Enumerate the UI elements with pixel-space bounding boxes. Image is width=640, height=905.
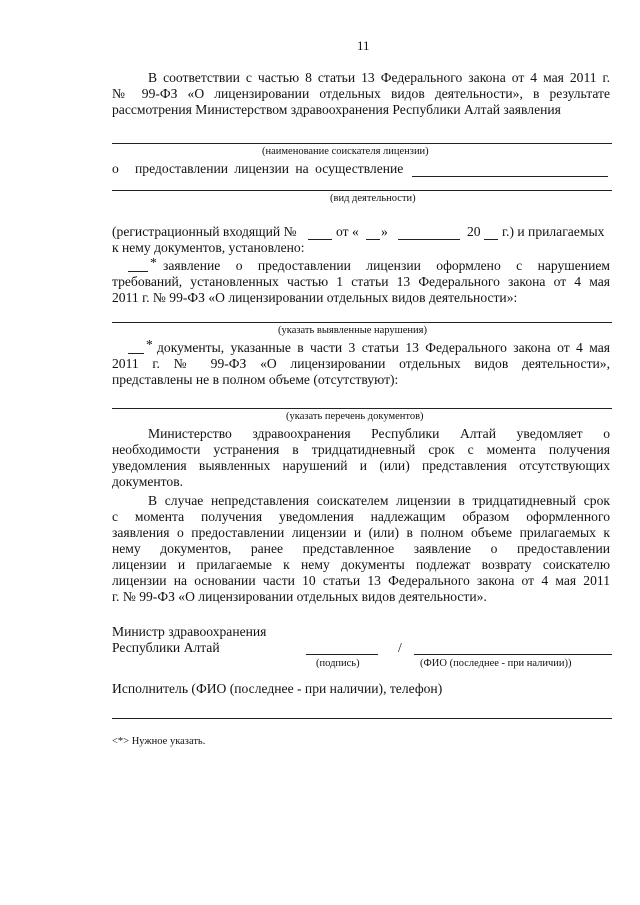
notice-line-3: уведомления выявленных нарушений и (или) представления отсутствующих [112,458,610,473]
signer-name-caption: (ФИО (последнее - при наличии)) [420,658,572,669]
registration-year-blank [484,239,498,240]
item1-violations-line [112,322,612,323]
signer-title-line-2: Республики Алтай [112,640,220,655]
activity-type-line [112,190,612,191]
signer-title-line-1: Министр здравоохранения [112,624,267,639]
activity-type-caption: (вид деятельности) [330,193,416,204]
license-request-text: предоставлении лицензии на осуществление [135,161,404,176]
item1-line-1: заявление о предоставлении лицензии оформлено с нарушением [163,258,610,273]
intro-line-3: рассмотрения Министерством здравоохранения Республики Алтай заявления [112,102,561,117]
item1-caption: (указать выявленные нарушения) [278,325,427,336]
executor-line: Исполнитель (ФИО (последнее - при наличии), телефон) [112,681,443,696]
signature-slash: / [398,640,402,655]
signature-caption: (подпись) [316,658,360,669]
intro-line-2: № 99-ФЗ «О лицензировании отдельных видов деятельности», в результате [112,86,610,101]
registration-line-2: к нему документов, установлено: [112,240,305,255]
page-number: 11 [357,38,370,53]
item2-blank [128,353,144,354]
item2-documents-line [112,408,612,409]
item1-line-3: 2011 г. № 99-ФЗ «О лицензировании отдельных видов деятельности»: [112,290,518,305]
return-line-2: с момента получения уведомления надлежащим образом оформленного [112,509,610,524]
registration-day-blank [366,239,380,240]
footnote: <*> Нужное указать. [112,736,206,747]
signature-line [306,654,378,655]
registration-number-blank [308,239,332,240]
notice-line-2: необходимости устранения в тридцатидневный срок с момента получения [112,442,610,457]
item2-line-2: 2011 г. № 99-ФЗ «О лицензировании отдельных видов деятельности», [112,356,610,371]
applicant-caption: (наименование соискателя лицензии) [262,146,429,157]
item1-blank [128,271,148,272]
registration-part2: от « [336,224,359,239]
registration-part4: 20 [467,224,481,239]
registration-part5: г.) и прилагаемых [502,224,605,239]
item2-star: * [146,337,153,352]
notice-line-1: Министерство здравоохранения Республики Алтай уведомляет о [148,426,610,441]
return-line-5: лицензии и прилагаемые к нему документы подлежат возврату соискателю [112,557,610,572]
return-line-1: В случае непредставления соискателем лицензии в тридцатидневный срок [148,493,610,508]
applicant-name-line [112,143,612,144]
registration-part3: » [381,224,388,239]
notice-line-4: документов. [112,474,184,489]
return-line-6: лицензии на основании части 10 статьи 13 Федерального закона от 4 мая 2011 [112,573,610,588]
executor-fill-line [112,718,612,719]
license-request-o: о [112,161,119,176]
item1-line-2: требований, установленных частью 1 статьи 13 Федерального закона от 4 мая [112,274,610,289]
item1-star: * [150,255,157,270]
intro-line-1: В соответствии с частью 8 статьи 13 Федерального закона от 4 мая 2011 г. [148,70,610,85]
registration-part1: (регистрационный входящий № [112,224,297,239]
return-line-3: заявления о предоставлении лицензии и (или) в полном объеме прилагаемых к [112,525,610,540]
item2-line-3: представлены не в полном объеме (отсутствуют): [112,372,399,387]
license-request-fill-line [412,176,608,177]
return-line-7: г. № 99-ФЗ «О лицензировании отдельных видов деятельности». [112,589,487,604]
signer-name-line [414,654,612,655]
item2-caption: (указать перечень документов) [286,411,424,422]
return-line-4: нему документов, ранее представленное заявление о предоставлении [112,541,610,556]
registration-month-blank [398,239,460,240]
item2-line-1: документы, указанные в части 3 статьи 13 Федерального закона от 4 мая [157,340,610,355]
